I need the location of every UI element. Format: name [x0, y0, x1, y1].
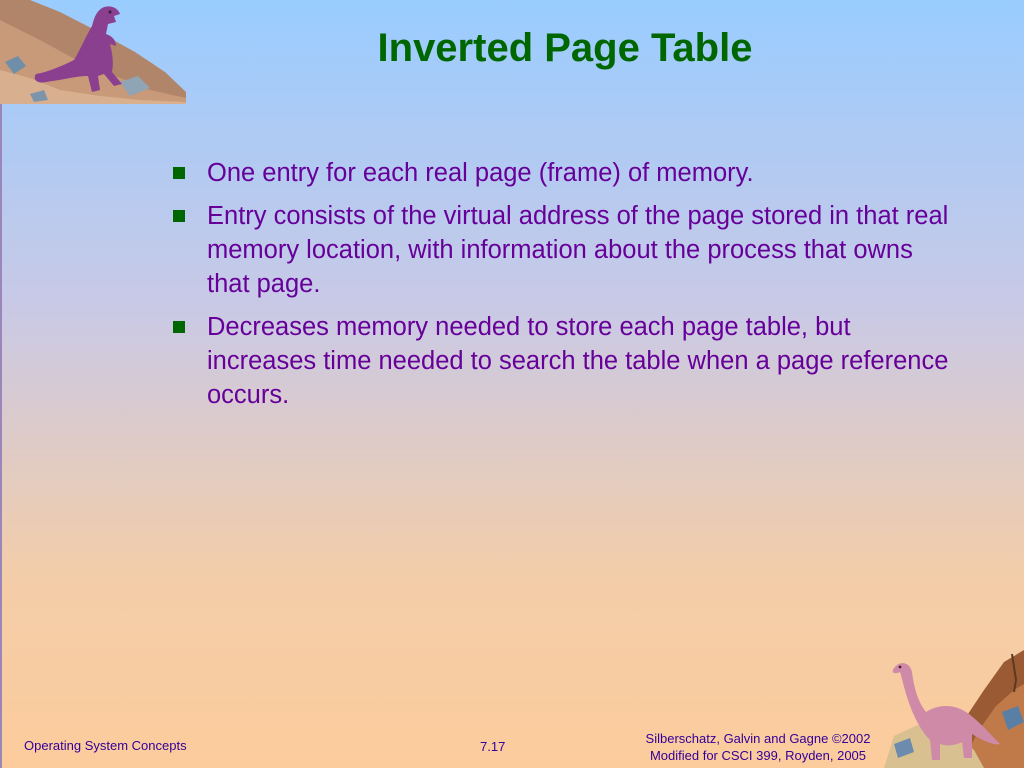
copyright-line-2: Modified for CSCI 399, Royden, 2005	[649, 748, 867, 763]
footer-page-number: 7.17	[480, 739, 506, 754]
square-bullet-icon	[173, 321, 185, 333]
square-bullet-icon	[173, 167, 185, 179]
bullet-item	[170, 310, 950, 412]
dinosaur-brontosaurus-icon	[884, 640, 1024, 768]
bullet-item	[170, 156, 950, 190]
bullet-text: Entry consists of the virtual address of the page stored in that real memory location, with information about the process that owns that page.	[207, 202, 949, 298]
bullet-text: One entry for each real page (frame) of memory.	[207, 159, 754, 187]
slide-title: Inverted Page Table	[377, 26, 753, 70]
square-bullet-icon	[173, 210, 185, 222]
slide-border	[0, 0, 2, 768]
footer-course-name: Operating System Concepts	[24, 738, 187, 753]
bullet-list	[170, 156, 950, 421]
bullet-item	[170, 199, 950, 301]
footer-copyright	[624, 730, 892, 764]
bullet-text: Decreases memory needed to store each page table, but increases time needed to search the table when a page reference occurs.	[207, 313, 949, 409]
copyright-line-1: Silberschatz, Galvin and Gagne ©2002	[645, 731, 871, 746]
dinosaur-trex-icon	[0, 0, 186, 104]
